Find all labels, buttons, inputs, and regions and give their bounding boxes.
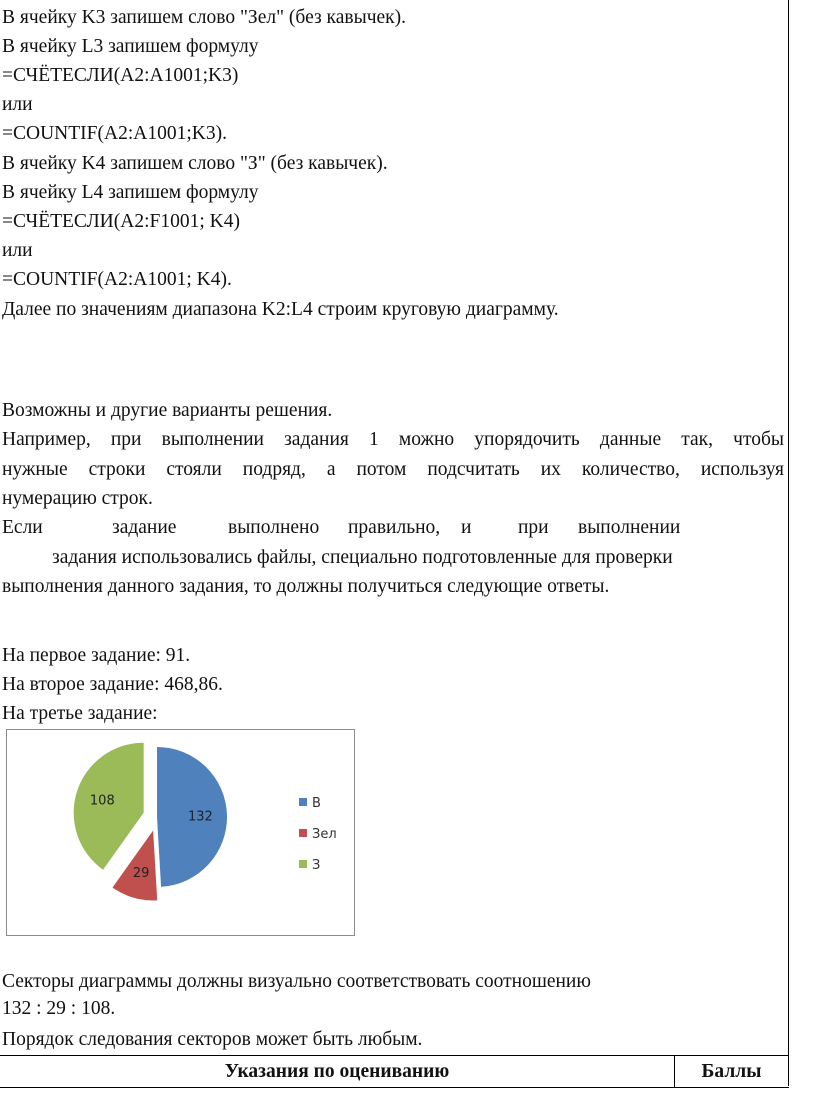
formula-line-4: =COUNTIF(A2:A1001; K4). [2,269,232,290]
example-line-3: нумерацию строк. [2,488,153,509]
text-line-5: Далее по значениям диапазона K2:L4 строим круговую диаграмму. [2,299,559,320]
text-line-4: В ячейку L4 запишем формулу [2,182,259,203]
grading-instructions-header: Указания по оцениванию [0,1056,675,1087]
legend-swatch-1 [299,798,307,806]
legend-swatch-3 [299,860,307,868]
pie-chart-svg [7,730,354,935]
page-frame-right [788,0,789,1086]
variants-intro: Возможны и другие варианты решения. [2,400,333,421]
points-header: Баллы [701,1061,762,1082]
if-word-5: и [461,517,472,538]
if-word-1: Если [2,517,43,538]
if-line-2: задания использовались файлы, специально подготовленные для проверки [52,547,673,568]
pie-slice-label-1: 132 [187,809,213,825]
formula-line-3: =СЧЁТЕСЛИ(A2:F1001; K4) [2,211,240,232]
formula-line-1: =СЧЁТЕСЛИ(A2:A1001;K3) [2,65,239,86]
text-line-2: В ячейку L3 запишем формулу [2,36,259,57]
text-line-or-1: или [2,94,33,115]
pie-slice-label-2: 29 [132,866,150,882]
answer-first: На первое задание: 91. [2,645,191,666]
text-line-1: В ячейку K3 запишем слово "Зел" (без кавычек). [2,7,406,28]
if-word-6: при [518,517,549,538]
legend-swatch-2 [299,829,307,837]
conclusion-line-3: Порядок следования секторов может быть любым. [2,1029,423,1050]
if-line-3: выполнения данного задания, то должны получиться следующие ответы. [2,576,610,597]
conclusion-line-2: 132 : 29 : 108. [2,998,116,1019]
legend-label-3: З [312,858,321,873]
if-word-7: выполнении [578,517,681,538]
example-line-1: Например, при выполнении задания 1 можно упорядочить данные так, чтобы [2,429,784,450]
text-line-or-2: или [2,240,33,261]
grading-table-header [0,1055,789,1088]
answer-third: На третье задание: [2,703,158,724]
pie-chart [6,729,355,936]
if-word-4: правильно, [348,517,441,538]
if-word-2: задание [112,517,177,538]
pie-legend [299,796,337,873]
text-line-3: В ячейку K4 запишем слово "З" (без кавычек). [2,153,388,174]
if-word-3: выполнено [228,517,320,538]
formula-line-2: =COUNTIF(A2:A1001;K3). [2,123,227,144]
legend-label-2: Зел [312,827,337,842]
pie-slice-label-3: 108 [89,793,115,809]
example-line-2: нужные строки стояли подряд, а потом подсчитать их количество, используя [2,459,784,480]
legend-label-1: В [312,796,321,811]
answer-second: На второе задание: 468,86. [2,674,223,695]
conclusion-line-1: Секторы диаграммы должны визуально соответствовать соотношению [2,971,591,992]
